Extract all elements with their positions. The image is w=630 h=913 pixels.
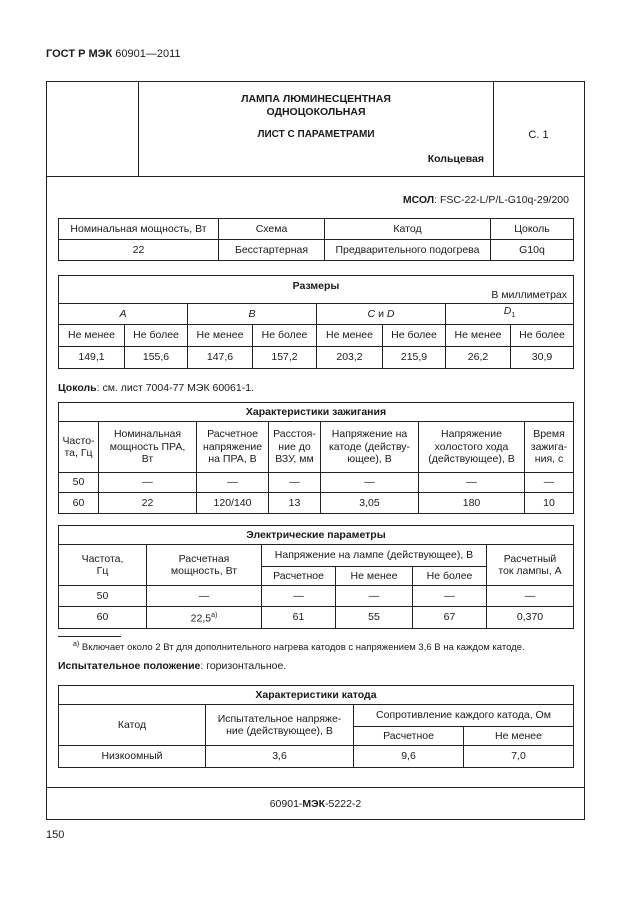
ilcos-designation (403, 194, 569, 206)
cell-circuit: Бесстартерная (219, 240, 325, 261)
base-note-label: Цоколь (58, 382, 97, 394)
ign-r1-c6: 10 (525, 493, 574, 514)
el-r1-c2: 61 (262, 607, 336, 629)
standard-header (46, 48, 181, 60)
ign-r1-c0: 60 (59, 493, 99, 514)
el-sub-rated: Расчетное (262, 567, 336, 586)
ign-r0-c2: — (197, 473, 269, 493)
ign-h2-l2: напряжение (202, 440, 263, 453)
standard-prefix: ГОСТ Р МЭК (46, 48, 113, 60)
el-r1-c1-value: 22,5 (190, 612, 212, 625)
el-header-lamp-voltage: Напряжение на лампе (действующее), В (262, 545, 487, 567)
cell-rated-power: 22 (59, 240, 219, 261)
ign-h1-l3: Вт (141, 453, 154, 466)
ign-h6-l2: зажига- (530, 440, 568, 453)
cat-h1-l1: Испытательное напряже- (217, 712, 342, 725)
group-and: и (378, 307, 384, 320)
cat-header-resistance: Сопротивление каждого катода, Ом (354, 705, 574, 727)
ign-r1-c1: 22 (99, 493, 197, 514)
el-header-frequency (59, 545, 147, 586)
sub-d1-min: Не менее (446, 325, 511, 347)
el-h1-l1: Расчетная (178, 552, 230, 565)
value-a-min: 149,1 (59, 347, 125, 369)
ign-r0-c1: — (99, 473, 197, 493)
el-h3-l2: ток лампы, А (498, 565, 562, 577)
ign-h4-l3: ющее), В (347, 453, 392, 466)
dimensions-title: Размеры (292, 280, 340, 292)
group-c-d (317, 304, 446, 325)
test-position (58, 660, 286, 672)
sub-d1-max: Не более (511, 325, 574, 347)
electrical-title: Электрические параметры (59, 526, 574, 545)
ign-h5-l1: Напряжение (441, 428, 502, 441)
page-reference: С. 1 (528, 129, 549, 141)
ign-r0-c3: — (269, 473, 321, 493)
test-position-label: Испытательное положение (58, 660, 201, 672)
value-b-min: 147,6 (188, 347, 253, 369)
el-header-rated-power (147, 545, 262, 586)
ign-r1-c5: 180 (419, 493, 525, 514)
ign-header-distance (269, 422, 321, 473)
el-r1-c3: 55 (336, 607, 413, 629)
ilcos-value: : FSC-22-L/P/L-G10q-29/200 (434, 194, 569, 206)
ign-r0-c4: — (321, 473, 419, 493)
ign-header-cathode-voltage (321, 422, 419, 473)
el-r1-c4: 67 (413, 607, 487, 629)
sub-cd-min: Не менее (317, 325, 383, 347)
footnote (73, 641, 576, 653)
value-d1-min: 26,2 (446, 347, 511, 369)
value-cd-min: 203,2 (317, 347, 383, 369)
lamp-title-line2: ОДНОЦОКОЛЬНАЯ (266, 106, 366, 118)
ign-r1-c4: 3,05 (321, 493, 419, 514)
ign-r1-c2: 120/140 (197, 493, 269, 514)
cat-r0-c1: 3,6 (206, 746, 354, 768)
cat-header-test-voltage (206, 705, 354, 746)
ign-h5-l3: (действующее), В (428, 453, 515, 466)
el-h3-l1: Расчетный (503, 552, 557, 565)
value-a-max: 155,6 (125, 347, 188, 369)
dimensions-unit: В миллиметрах (491, 289, 567, 301)
cat-header-cathode: Катод (59, 705, 206, 746)
ign-r0-c0: 50 (59, 473, 99, 493)
standard-number: 60901—2011 (112, 48, 181, 60)
parameter-sheet-frame (46, 81, 585, 820)
ign-header-open-circuit-voltage (419, 422, 525, 473)
sheet-code (47, 798, 584, 810)
dimensions-title-cell (59, 276, 574, 304)
cell-cap: G10q (491, 240, 574, 261)
cat-sub-rated: Расчетное (354, 727, 464, 746)
footnote-mark: a) (73, 641, 80, 648)
cat-r0-c3: 7,0 (464, 746, 574, 768)
cat-r0-c2: 9,6 (354, 746, 464, 768)
cat-r0-c0: Низкоомный (59, 746, 206, 768)
el-r0-c2: — (262, 586, 336, 607)
main-parameters-table (58, 218, 574, 261)
ign-r0-c5: — (419, 473, 525, 493)
page-number: 150 (46, 829, 65, 841)
lamp-title-line1: ЛАМПА ЛЮМИНЕСЦЕНТНАЯ (241, 93, 391, 105)
sub-cd-max: Не более (383, 325, 446, 347)
footnote-rule (58, 636, 121, 637)
group-d: D (386, 307, 395, 320)
ign-h4-l1: Напряжение на (331, 428, 408, 441)
cat-sub-min: Не менее (464, 727, 574, 746)
value-b-max: 157,2 (253, 347, 317, 369)
base-note-text: : см. лист 7004-77 МЭК 60061-1. (96, 382, 254, 394)
base-note (58, 382, 254, 394)
ignition-title: Характеристики зажигания (59, 403, 574, 422)
ign-h4-l2: катоде (действу- (328, 440, 411, 453)
sheet-title: ЛИСТ С ПАРАМЕТРАМИ (257, 129, 375, 140)
test-position-text: : горизонтальное. (200, 660, 287, 672)
group-a: A (59, 304, 188, 325)
ign-h5-l2: холостого хода (434, 440, 509, 453)
el-r0-c5: — (487, 586, 574, 607)
el-r1-c5: 0,370 (487, 607, 574, 629)
header-cathode: Катод (325, 219, 491, 240)
el-r0-c3: — (336, 586, 413, 607)
ign-header-frequency (59, 422, 99, 473)
value-cd-max: 215,9 (383, 347, 446, 369)
el-sub-min: Не менее (336, 567, 413, 586)
ign-h3-l2: ние до (278, 440, 311, 453)
header-cap: Цоколь (491, 219, 574, 240)
ign-header-ballast-voltage (197, 422, 269, 473)
ign-header-ignition-time (525, 422, 574, 473)
header-rated-power: Номинальная мощность, Вт (59, 219, 219, 240)
ilcos-label: МСОЛ (402, 194, 435, 206)
group-d1 (446, 304, 574, 325)
ign-h1-l2: мощность ПРА, (109, 440, 186, 453)
cell-cathode: Предварительного подогрева (325, 240, 491, 261)
ign-h0-l1: Часто- (62, 434, 95, 447)
el-r0-c0: 50 (59, 586, 147, 607)
bottom-rule (47, 787, 584, 788)
el-r1-c0: 60 (59, 607, 147, 629)
title-box-left-cell (47, 82, 139, 177)
el-h0-l2: Гц (96, 565, 109, 577)
ign-r1-c3: 13 (269, 493, 321, 514)
ign-h6-l3: ния, с (534, 453, 564, 466)
sheet-code-org: МЭК (302, 798, 326, 810)
ign-h1-l1: Номинальная (113, 428, 182, 441)
lamp-shape: Кольцевая (427, 153, 484, 165)
sheet-code-number: 60901- (269, 798, 303, 810)
group-b: B (188, 304, 317, 325)
lamp-title (139, 93, 493, 119)
ign-h0-l2: та, Гц (64, 447, 93, 459)
sheet-code-suffix: -5222-2 (325, 798, 362, 810)
footnote-text: Включает около 2 Вт для дополнительного нагрева катодов с напряжением 3,6 В на каждом катоде. (79, 642, 525, 654)
ign-header-ballast-power (99, 422, 197, 473)
el-r0-c1: — (147, 586, 262, 607)
ign-h2-l3: на ПРА, В (208, 453, 257, 466)
cathode-table (58, 685, 574, 768)
el-note-mark: a) (211, 612, 218, 619)
el-header-lamp-current (487, 545, 574, 586)
el-h1-l2: мощность, Вт (170, 565, 238, 577)
value-d1-max: 30,9 (511, 347, 574, 369)
ign-h2-l1: Расчетное (207, 428, 258, 441)
sub-b-min: Не менее (188, 325, 253, 347)
sub-b-max: Не более (253, 325, 317, 347)
sub-a-min: Не менее (59, 325, 125, 347)
dimensions-table (58, 275, 574, 369)
ign-h3-l3: ВЗУ, мм (275, 453, 314, 466)
group-d1-subscript: 1 (511, 312, 516, 320)
header-circuit: Схема (219, 219, 325, 240)
el-sub-max: Не более (413, 567, 487, 586)
el-r0-c4: — (413, 586, 487, 607)
ign-h6-l1: Время (533, 428, 565, 441)
cathode-title: Характеристики катода (59, 686, 574, 705)
el-r1-c1 (147, 607, 262, 629)
title-box (47, 82, 584, 177)
sub-a-max: Не более (125, 325, 188, 347)
electrical-table (58, 525, 574, 629)
group-d1-letter: D (503, 305, 512, 318)
ignition-table (58, 402, 574, 514)
cat-h1-l2: ние (действующее), В (226, 725, 333, 737)
ign-r0-c6: — (525, 473, 574, 493)
group-c: C (367, 307, 376, 320)
ign-h3-l1: Расстоя- (273, 428, 316, 441)
el-h0-l1: Частота, (81, 552, 124, 565)
